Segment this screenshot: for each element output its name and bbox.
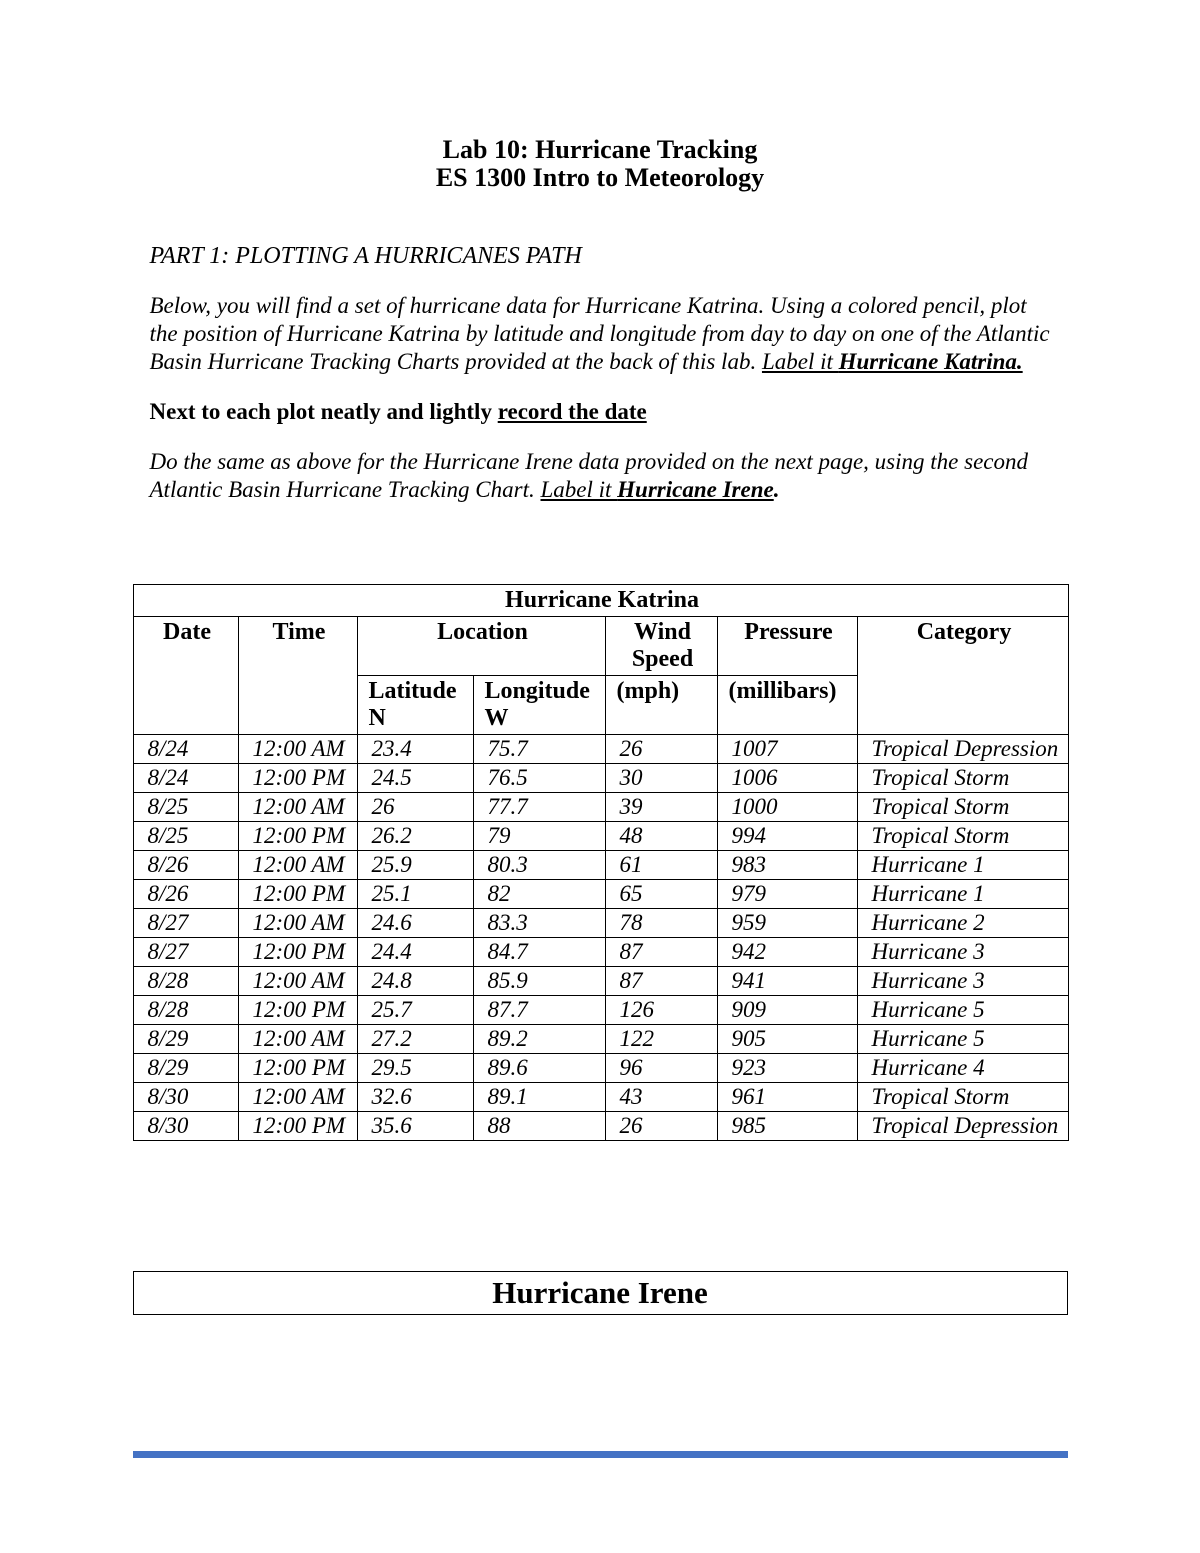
table-cell: 12:00 AM — [238, 735, 357, 764]
table-cell: 82 — [473, 880, 605, 909]
table-cell: 61 — [605, 851, 717, 880]
text-run: Label it — [761, 349, 839, 374]
table-cell: 8/28 — [133, 996, 238, 1025]
table-cell: 985 — [717, 1112, 857, 1141]
table-cell: Tropical Depression — [857, 1112, 1068, 1141]
table-cell: 942 — [717, 938, 857, 967]
table-cell: 12:00 AM — [238, 793, 357, 822]
table-cell: 12:00 AM — [238, 1083, 357, 1112]
table-cell: Hurricane 4 — [857, 1054, 1068, 1083]
table-cell: 75.7 — [473, 735, 605, 764]
table-cell: 12:00 PM — [238, 764, 357, 793]
table-cell: 12:00 AM — [238, 909, 357, 938]
table-cell: 8/28 — [133, 967, 238, 996]
text-run: record the date — [497, 399, 647, 424]
irene-instructions-paragraph — [150, 448, 1051, 504]
table-cell: Tropical Storm — [857, 764, 1068, 793]
table-cell: 26 — [605, 735, 717, 764]
katrina-table-body — [133, 735, 1068, 1141]
table-cell: 1000 — [717, 793, 857, 822]
table-cell: 25.7 — [357, 996, 473, 1025]
table-row — [133, 1083, 1068, 1112]
table-cell: Tropical Depression — [857, 735, 1068, 764]
table-cell: 959 — [717, 909, 857, 938]
table-row — [133, 764, 1068, 793]
header-pressure-unit: (millibars) — [717, 676, 857, 735]
table-cell: 923 — [717, 1054, 857, 1083]
text-run: Next to each plot neatly and lightly — [149, 399, 498, 424]
table-cell: 8/30 — [133, 1112, 238, 1141]
table-cell: 32.6 — [357, 1083, 473, 1112]
table-cell: 122 — [605, 1025, 717, 1054]
table-cell: 8/24 — [133, 735, 238, 764]
part1-heading: PART 1: PLOTTING A HURRICANES PATH — [149, 243, 582, 269]
table-cell: 8/29 — [133, 1054, 238, 1083]
page-bottom-blue-bar — [133, 1451, 1068, 1458]
header-date: Date — [133, 617, 238, 735]
table-cell: 8/25 — [133, 822, 238, 851]
table-cell: 84.7 — [473, 938, 605, 967]
table-header-row — [133, 617, 1068, 676]
text-run: Do the same as above for the Hurricane Irene data provided on the next page, using the second Atlantic Basin Hurricane Tracking Chart. — [149, 449, 1028, 502]
table-cell: 941 — [717, 967, 857, 996]
table-cell: 12:00 AM — [238, 967, 357, 996]
table-cell: Tropical Storm — [857, 793, 1068, 822]
table-cell: 87 — [605, 967, 717, 996]
table-cell: 48 — [605, 822, 717, 851]
table-cell: Hurricane 1 — [857, 880, 1068, 909]
table-cell: 12:00 AM — [238, 1025, 357, 1054]
table-cell: 24.6 — [357, 909, 473, 938]
text-run: . — [773, 477, 780, 502]
table-cell: Hurricane 5 — [857, 1025, 1068, 1054]
table-cell: 12:00 AM — [238, 851, 357, 880]
table-cell: Hurricane 3 — [857, 938, 1068, 967]
table-cell: 8/25 — [133, 793, 238, 822]
table-cell: 24.8 — [357, 967, 473, 996]
record-date-note-paragraph — [150, 398, 1051, 426]
table-row — [133, 851, 1068, 880]
header-latitude: Latitude N — [357, 676, 473, 735]
table-cell: 83.3 — [473, 909, 605, 938]
table-cell: 79 — [473, 822, 605, 851]
table-cell: 87 — [605, 938, 717, 967]
table-cell: 905 — [717, 1025, 857, 1054]
table-cell: 8/30 — [133, 1083, 238, 1112]
table-cell: 25.9 — [357, 851, 473, 880]
table-cell: 39 — [605, 793, 717, 822]
table-cell: 77.7 — [473, 793, 605, 822]
table-cell: 29.5 — [357, 1054, 473, 1083]
text-run: Below, you will find a set of hurricane data for Hurricane Katrina. Using a colored pencil, plot the position of Hurricane Katrina by latitude and longitude from day to day on one of the Atlantic Basin Hurricane Tracking Charts provided at the back of this lab. — [149, 293, 1050, 374]
table-cell: 23.4 — [357, 735, 473, 764]
table-cell: 12:00 PM — [238, 822, 357, 851]
table-cell: 1006 — [717, 764, 857, 793]
table-cell: 65 — [605, 880, 717, 909]
table-row — [133, 909, 1068, 938]
table-cell: 96 — [605, 1054, 717, 1083]
document-title — [133, 136, 1068, 192]
table-cell: 8/27 — [133, 909, 238, 938]
table-cell: 24.4 — [357, 938, 473, 967]
header-wind-speed-unit: (mph) — [605, 676, 717, 735]
irene-table-title: Hurricane Irene — [492, 1275, 708, 1310]
table-cell: Hurricane 1 — [857, 851, 1068, 880]
table-cell: 126 — [605, 996, 717, 1025]
table-cell: 35.6 — [357, 1112, 473, 1141]
table-cell: 8/26 — [133, 880, 238, 909]
table-cell: 979 — [717, 880, 857, 909]
table-cell: 26.2 — [357, 822, 473, 851]
table-row — [133, 735, 1068, 764]
table-cell: Tropical Storm — [857, 1083, 1068, 1112]
table-cell: 8/24 — [133, 764, 238, 793]
table-row — [133, 1112, 1068, 1141]
table-cell: 8/26 — [133, 851, 238, 880]
table-cell: 89.6 — [473, 1054, 605, 1083]
table-cell: 12:00 PM — [238, 1054, 357, 1083]
table-row — [133, 967, 1068, 996]
table-cell: 12:00 PM — [238, 1112, 357, 1141]
table-row — [133, 880, 1068, 909]
text-run: Hurricane Irene — [617, 477, 774, 502]
table-cell: 88 — [473, 1112, 605, 1141]
katrina-table — [133, 584, 1069, 1141]
table-cell: 983 — [717, 851, 857, 880]
document-page — [133, 0, 1068, 1458]
table-cell: Hurricane 2 — [857, 909, 1068, 938]
text-run: Hurricane Katrina. — [838, 349, 1023, 374]
table-cell: 8/27 — [133, 938, 238, 967]
table-row — [133, 793, 1068, 822]
table-cell: 76.5 — [473, 764, 605, 793]
table-cell: 909 — [717, 996, 857, 1025]
table-row — [133, 1054, 1068, 1083]
table-row — [133, 996, 1068, 1025]
table-cell: Hurricane 5 — [857, 996, 1068, 1025]
katrina-table-title: Hurricane Katrina — [133, 585, 1068, 617]
table-cell: 89.2 — [473, 1025, 605, 1054]
table-row — [133, 938, 1068, 967]
table-cell: 89.1 — [473, 1083, 605, 1112]
table-cell: 961 — [717, 1083, 857, 1112]
katrina-instructions-paragraph — [150, 292, 1051, 376]
header-pressure: Pressure — [717, 617, 857, 676]
table-cell: 80.3 — [473, 851, 605, 880]
table-cell: 26 — [357, 793, 473, 822]
text-run: Label it — [540, 477, 618, 502]
header-time: Time — [238, 617, 357, 735]
table-cell: 1007 — [717, 735, 857, 764]
table-cell: 85.9 — [473, 967, 605, 996]
table-cell: 24.5 — [357, 764, 473, 793]
header-wind-speed: Wind Speed — [605, 617, 717, 676]
table-cell: 12:00 PM — [238, 996, 357, 1025]
table-row — [133, 1025, 1068, 1054]
title-line-2: ES 1300 Intro to Meteorology — [435, 163, 765, 192]
title-line-1: Lab 10: Hurricane Tracking — [442, 135, 758, 164]
table-cell: 78 — [605, 909, 717, 938]
irene-table-title-box — [133, 1271, 1068, 1315]
header-category: Category — [857, 617, 1068, 735]
table-cell: 30 — [605, 764, 717, 793]
table-cell: 12:00 PM — [238, 880, 357, 909]
table-cell: Hurricane 3 — [857, 967, 1068, 996]
table-cell: 12:00 PM — [238, 938, 357, 967]
table-row — [133, 822, 1068, 851]
header-longitude: Longitude W — [473, 676, 605, 735]
table-cell: 25.1 — [357, 880, 473, 909]
table-cell: 87.7 — [473, 996, 605, 1025]
table-cell: 26 — [605, 1112, 717, 1141]
table-cell: 8/29 — [133, 1025, 238, 1054]
table-cell: 27.2 — [357, 1025, 473, 1054]
table-title-row — [133, 585, 1068, 617]
table-cell: Tropical Storm — [857, 822, 1068, 851]
table-cell: 43 — [605, 1083, 717, 1112]
header-location: Location — [357, 617, 605, 676]
table-cell: 994 — [717, 822, 857, 851]
